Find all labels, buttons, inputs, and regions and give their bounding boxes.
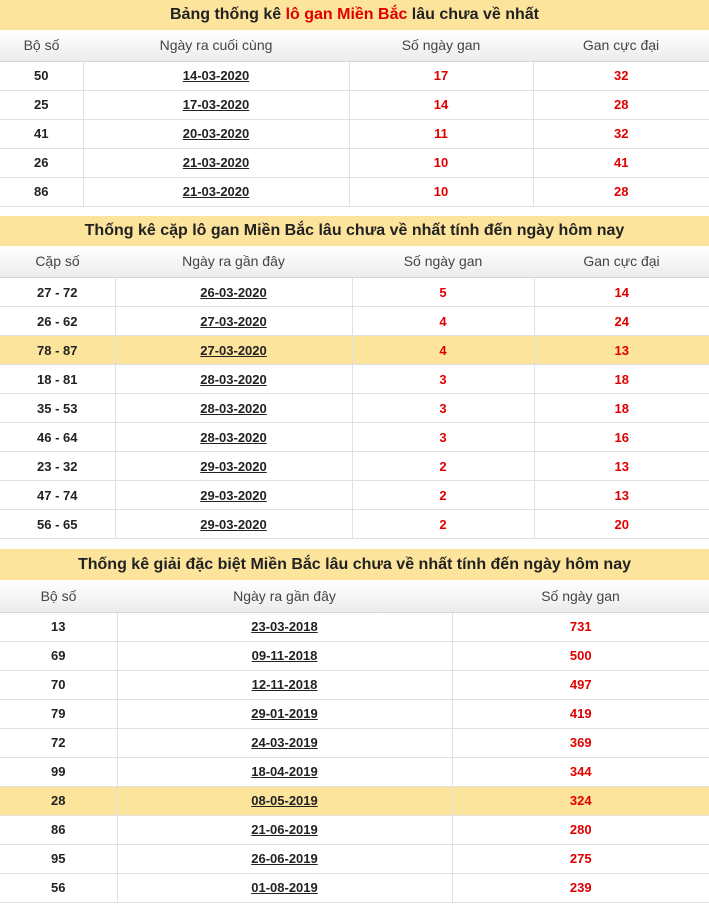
days-cell: 10 — [349, 177, 533, 206]
max-cell: 28 — [533, 90, 709, 119]
date-cell — [117, 786, 452, 815]
num-cell: 18 - 81 — [0, 365, 115, 394]
col-header-gan-cuc-dai: Gan cực đại — [533, 30, 709, 61]
days-cell: 497 — [452, 670, 709, 699]
date-link[interactable]: 29-01-2019 — [251, 706, 318, 721]
date-link[interactable]: 29-03-2020 — [200, 487, 267, 503]
table-row — [0, 757, 709, 786]
days-cell: 419 — [452, 699, 709, 728]
num-cell: 56 - 65 — [0, 510, 115, 539]
num-cell: 41 — [0, 119, 83, 148]
date-link[interactable]: 18-04-2019 — [251, 764, 318, 779]
days-cell: 4 — [352, 307, 534, 336]
date-link[interactable]: 24-03-2019 — [251, 735, 318, 750]
table-row — [0, 394, 709, 423]
date-link[interactable]: 09-11-2018 — [251, 648, 318, 663]
col-header-so-ngay-gan: Số ngày gan — [452, 580, 709, 612]
max-cell: 18 — [534, 394, 709, 423]
col-header-bo-so: Bộ số — [0, 30, 83, 61]
date-cell — [83, 90, 349, 119]
date-cell — [115, 365, 352, 394]
table-row — [0, 699, 709, 728]
max-cell: 18 — [534, 365, 709, 394]
num-cell: 70 — [0, 670, 117, 699]
days-cell: 3 — [352, 423, 534, 452]
date-cell — [115, 394, 352, 423]
cap-lo-gan-table — [0, 246, 709, 540]
table-row — [0, 481, 709, 510]
days-cell: 2 — [352, 481, 534, 510]
days-cell: 731 — [452, 612, 709, 641]
date-link[interactable]: 29-03-2020 — [200, 458, 267, 474]
date-cell — [115, 452, 352, 481]
num-cell: 25 — [0, 90, 83, 119]
num-cell: 99 — [0, 757, 117, 786]
date-cell — [115, 278, 352, 307]
num-cell: 28 — [0, 786, 117, 815]
date-cell — [115, 510, 352, 539]
col-header-ngay-ra: Ngày ra gần đây — [117, 580, 452, 612]
date-link[interactable]: 21-03-2020 — [182, 184, 250, 199]
table-row — [0, 119, 709, 148]
date-link[interactable]: 21-03-2020 — [182, 155, 250, 170]
max-cell: 16 — [534, 423, 709, 452]
date-cell — [115, 481, 352, 510]
cap-lo-gan-title: Thống kê cặp lô gan Miền Bắc lâu chưa về nhất tính đến ngày hôm nay — [0, 216, 709, 246]
table-row — [0, 452, 709, 481]
date-link[interactable]: 21-06-2019 — [251, 822, 318, 837]
lo-gan-table — [0, 30, 709, 207]
col-header-ngay-ra: Ngày ra cuối cùng — [83, 30, 349, 61]
date-link[interactable]: 28-03-2020 — [200, 400, 267, 416]
table-row — [0, 815, 709, 844]
table-row — [0, 670, 709, 699]
days-cell: 2 — [352, 452, 534, 481]
table-row — [0, 423, 709, 452]
table-row — [0, 365, 709, 394]
title-highlight: lô gan Miền Bắc — [285, 6, 408, 23]
num-cell: 56 — [0, 873, 117, 902]
days-cell: 369 — [452, 728, 709, 757]
max-cell: 13 — [534, 336, 709, 365]
date-cell — [83, 177, 349, 206]
days-cell: 10 — [349, 148, 533, 177]
num-cell: 46 - 64 — [0, 423, 115, 452]
col-header-so-ngay-gan: Số ngày gan — [349, 30, 533, 61]
date-link[interactable]: 14-03-2020 — [182, 68, 250, 83]
date-cell — [117, 844, 452, 873]
table-row — [0, 336, 709, 365]
num-cell: 50 — [0, 61, 83, 90]
days-cell: 2 — [352, 510, 534, 539]
num-cell: 86 — [0, 177, 83, 206]
date-cell — [117, 641, 452, 670]
max-cell: 14 — [534, 278, 709, 307]
col-header-so-ngay-gan: Số ngày gan — [352, 246, 534, 278]
max-cell: 28 — [533, 177, 709, 206]
days-cell: 17 — [349, 61, 533, 90]
num-cell: 47 - 74 — [0, 481, 115, 510]
date-cell — [115, 307, 352, 336]
table-row — [0, 728, 709, 757]
date-cell — [117, 757, 452, 786]
days-cell: 5 — [352, 278, 534, 307]
num-cell: 27 - 72 — [0, 278, 115, 307]
lo-gan-panel — [0, 0, 709, 207]
table-row — [0, 177, 709, 206]
days-cell: 4 — [352, 336, 534, 365]
date-cell — [117, 873, 452, 902]
giai-dac-biet-table — [0, 580, 709, 903]
giai-dac-biet-panel — [0, 549, 709, 903]
table-row — [0, 510, 709, 539]
date-cell — [83, 61, 349, 90]
date-link[interactable]: 29-03-2020 — [200, 516, 267, 532]
date-cell — [83, 148, 349, 177]
date-cell — [117, 815, 452, 844]
max-cell: 13 — [534, 481, 709, 510]
days-cell: 275 — [452, 844, 709, 873]
num-cell: 13 — [0, 612, 117, 641]
date-link[interactable]: 20-03-2020 — [182, 126, 250, 141]
table-row — [0, 61, 709, 90]
title-text-pre: Bảng thống kê — [170, 6, 286, 23]
table-row — [0, 844, 709, 873]
title-text-post: lâu chưa về nhất — [407, 6, 539, 23]
days-cell: 500 — [452, 641, 709, 670]
max-cell: 20 — [534, 510, 709, 539]
table-row — [0, 612, 709, 641]
date-link[interactable]: 17-03-2020 — [182, 97, 250, 112]
table-row — [0, 873, 709, 902]
date-link[interactable]: 28-03-2020 — [200, 371, 267, 387]
col-header-bo-so: Bộ số — [0, 580, 117, 612]
date-link[interactable]: 23-03-2018 — [251, 619, 318, 634]
table-row — [0, 307, 709, 336]
date-link[interactable]: 28-03-2020 — [200, 429, 267, 445]
date-cell — [115, 336, 352, 365]
col-header-cap-so: Cặp số — [0, 246, 115, 278]
date-link[interactable]: 27-03-2020 — [200, 342, 267, 358]
num-cell: 79 — [0, 699, 117, 728]
num-cell: 26 — [0, 148, 83, 177]
days-cell: 3 — [352, 394, 534, 423]
date-cell — [117, 670, 452, 699]
max-cell: 32 — [533, 61, 709, 90]
num-cell: 35 - 53 — [0, 394, 115, 423]
days-cell: 11 — [349, 119, 533, 148]
date-link[interactable]: 08-05-2019 — [251, 793, 318, 808]
num-cell: 69 — [0, 641, 117, 670]
num-cell: 95 — [0, 844, 117, 873]
date-link[interactable]: 12-11-2018 — [251, 677, 318, 692]
date-link[interactable]: 26-03-2020 — [200, 284, 267, 300]
table-row — [0, 90, 709, 119]
date-cell — [83, 119, 349, 148]
col-header-ngay-ra: Ngày ra gần đây — [115, 246, 352, 278]
date-cell — [117, 728, 452, 757]
num-cell: 72 — [0, 728, 117, 757]
date-cell — [115, 423, 352, 452]
max-cell: 41 — [533, 148, 709, 177]
days-cell: 14 — [349, 90, 533, 119]
num-cell: 26 - 62 — [0, 307, 115, 336]
date-link[interactable]: 26-06-2019 — [251, 851, 318, 866]
col-header-gan-cuc-dai: Gan cực đại — [534, 246, 709, 278]
giai-dac-biet-title: Thống kê giải đặc biệt Miền Bắc lâu chưa về nhất tính đến ngày hôm nay — [0, 549, 709, 580]
days-cell: 280 — [452, 815, 709, 844]
table-row — [0, 641, 709, 670]
table-row — [0, 786, 709, 815]
days-cell: 324 — [452, 786, 709, 815]
date-link[interactable]: 27-03-2020 — [200, 313, 267, 329]
days-cell: 239 — [452, 873, 709, 902]
max-cell: 13 — [534, 452, 709, 481]
lo-gan-title — [0, 0, 709, 30]
num-cell: 23 - 32 — [0, 452, 115, 481]
max-cell: 24 — [534, 307, 709, 336]
cap-lo-gan-panel — [0, 216, 709, 540]
date-link[interactable]: 01-08-2019 — [251, 880, 318, 895]
days-cell: 344 — [452, 757, 709, 786]
num-cell: 78 - 87 — [0, 336, 115, 365]
days-cell: 3 — [352, 365, 534, 394]
max-cell: 32 — [533, 119, 709, 148]
date-cell — [117, 699, 452, 728]
table-row — [0, 278, 709, 307]
table-row — [0, 148, 709, 177]
num-cell: 86 — [0, 815, 117, 844]
date-cell — [117, 612, 452, 641]
